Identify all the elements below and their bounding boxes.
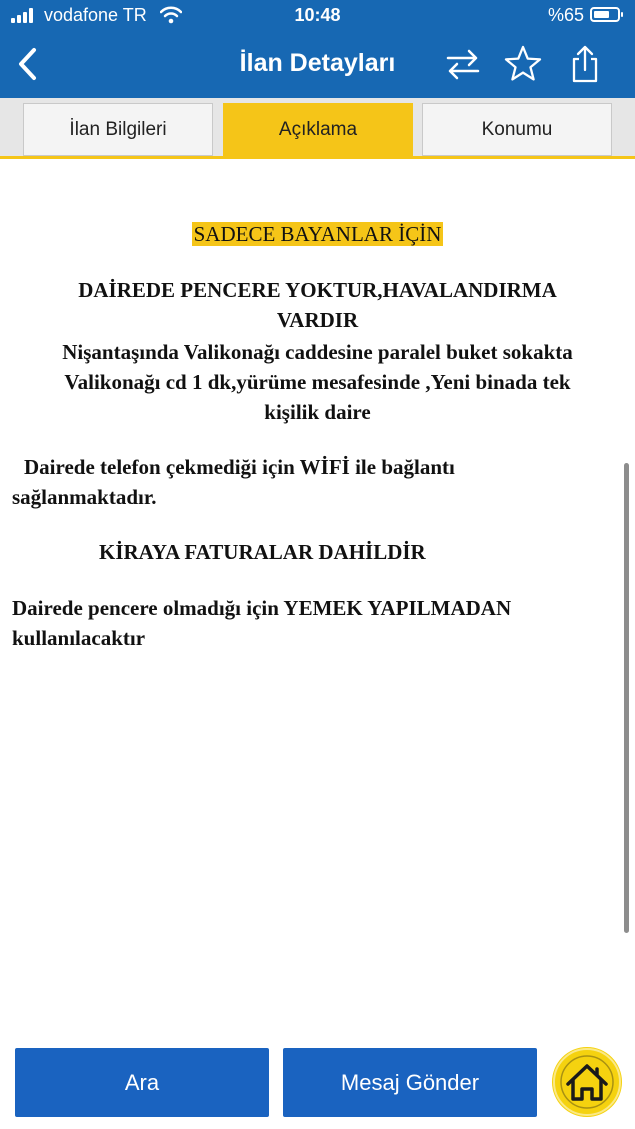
description-line: Dairede pencere olmadığı için YEMEK YAPILMADAN [12, 596, 512, 620]
description-line: kişilik daire [264, 400, 371, 424]
description-line: KİRAYA FATURALAR DAHİLDİR [99, 540, 426, 564]
send-message-button[interactable] [283, 1048, 537, 1117]
description-line: kullanılacaktır [12, 626, 146, 650]
bottom-action-bar [0, 1032, 635, 1129]
share-icon [565, 44, 605, 84]
tab-label: Konumu [481, 118, 553, 140]
share-button[interactable] [565, 44, 605, 84]
tab-label: Açıklama [278, 118, 358, 140]
call-button-label: Ara [124, 1069, 160, 1095]
favorite-button[interactable] [503, 44, 543, 84]
highlighted-heading: SADECE BAYANLAR İÇİN [193, 222, 442, 246]
swap-arrows-icon [443, 44, 483, 84]
home-icon [552, 1047, 622, 1117]
tab-aciklama[interactable] [223, 103, 413, 156]
clock: 10:48 [294, 5, 341, 25]
send-message-label: Mesaj Gönder [340, 1069, 480, 1095]
home-button[interactable] [552, 1047, 622, 1117]
tab-ilan-bilgileri[interactable] [23, 103, 213, 156]
compare-button[interactable] [443, 44, 483, 84]
tab-label: İlan Bilgileri [69, 118, 167, 140]
description-line: Valikonağı cd 1 dk,yürüme mesafesinde ,Yeni binada tek [64, 370, 571, 394]
scrollbar[interactable] [624, 463, 629, 933]
battery-icon [590, 7, 620, 22]
description-line: sağlanmaktadır. [12, 485, 157, 509]
call-button[interactable] [15, 1048, 269, 1117]
app-header [0, 0, 635, 98]
status-bar [0, 0, 635, 32]
description-line: VARDIR [276, 308, 359, 332]
description-line: Dairede telefon çekmediği için WİFİ ile bağlantı [24, 455, 455, 479]
navigation-bar [0, 32, 635, 98]
battery-percentage: %65 [548, 5, 585, 25]
heading-paragraph [0, 219, 635, 249]
description-line: Nişantaşında Valikonağı caddesine paralel buket sokakta [62, 340, 573, 364]
tab-bar [0, 98, 635, 159]
page-title: İlan Detayları [239, 49, 396, 77]
carrier-label: vodafone TR [44, 5, 147, 25]
description-line: DAİREDE PENCERE YOKTUR,HAVALANDIRMA [78, 278, 557, 302]
star-icon [503, 44, 543, 84]
tab-konumu[interactable] [422, 103, 612, 156]
